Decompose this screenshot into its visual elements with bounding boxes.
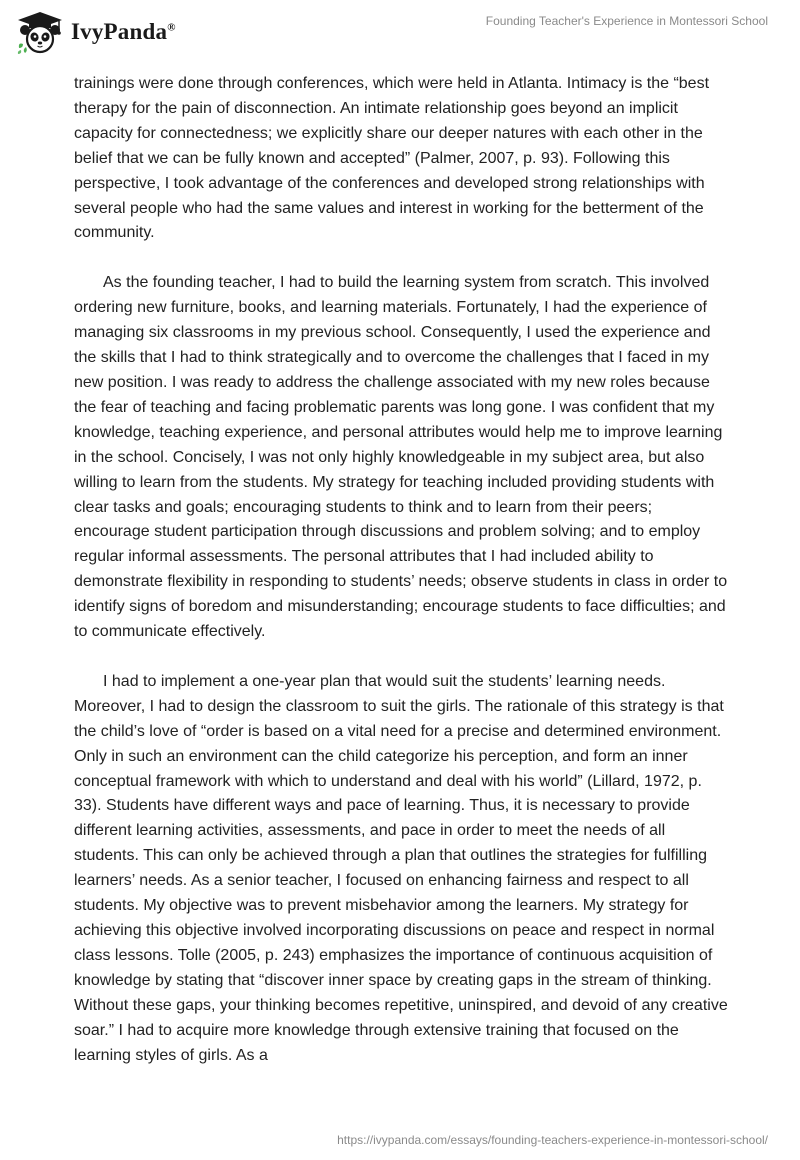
document-title: Founding Teacher's Experience in Montessori School [485, 14, 768, 28]
source-url[interactable]: https://ivypanda.com/essays/founding-teachers-experience-in-montessori-school/ [337, 1133, 768, 1147]
brand-name [71, 19, 176, 45]
ivypanda-logo[interactable] [15, 10, 176, 54]
registered-mark: ® [167, 21, 176, 34]
brand-text: IvyPanda [71, 19, 168, 44]
essay-body [74, 72, 730, 1093]
panda-graduation-cap-icon [15, 10, 65, 54]
page-header [0, 0, 800, 60]
paragraph: I had to implement a one-year plan that would suit the students’ learning needs. Moreover, I had to design the classroom to suit the girls. The rationale of this strategy is that the child’s love of “order is based on a vital need for a precise and determined environment. Only in such an environment can the child categorize his perception, and form an inner conceptual framework with which to understand and deal with his world” (Lillard, 1972, p. 33). Students have different ways and pace of learning. Thus, it is necessary to provide different learning activities, assessments, and pace in order to meet the needs of all students. This can only be achieved through a plan that outlines the strategies for fulfilling learners’ needs. As a senior teacher, I focused on enhancing fairness and respect to all students. My objective was to prevent misbehavior among the learners. My strategy for achieving this objective involved incorporating discussions on peace and respect in normal class lessons. Tolle (2005, p. 243) emphasizes the importance of continuous acquisition of knowledge by stating that “discover inner space by creating gaps in the stream of thinking. Without these gaps, your thinking becomes repetitive, uninspired, and devoid of any creative soar.” I had to acquire more knowledge through extensive training that focused on the learning styles of girls. As a [74, 672, 728, 1064]
paragraph: trainings were done through conferences, which were held in Atlanta. Intimacy is the “best therapy for the pain of disconnection. An intimate relationship goes beyond an implicit capacity for connectedness; we explicitly share our deeper natures with each other in the belief that we can be fully known and accepted” (Palmer, 2007, p. 93). Following this perspective, I took advantage of the conferences and developed strong relationships with several people who had the same values and interest in working for the betterment of the community. [74, 75, 710, 242]
paragraph: As the founding teacher, I had to build the learning system from scratch. This involved ordering new furniture, books, and learning materials. Fortunately, I had the experience of managing six classrooms in my previous school. Consequently, I used the experience and the skills that I had to think strategically and to overcome the challenges that I faced in my new position. I was ready to address the challenge associated with my new roles because the fear of teaching and facing problematic parents was long gone. I was confident that my knowledge, teaching experience, and personal attributes would help me to improve learning in the school. Concisely, I was not only highly knowledgeable in my subject area, but also willing to learn from the students. My strategy for teaching included providing students with clear tasks and goals; encouraging students to think and to learn from their peers; encourage student participation through discussions and problem solving; and to employ regular informal assessments. The personal attributes that I had included ability to demonstrate flexibility in responding to students’ needs; observe students in class in order to identify signs of boredom and misunderstanding; encourage students to face difficulties; and to communicate effectively. [74, 274, 728, 641]
